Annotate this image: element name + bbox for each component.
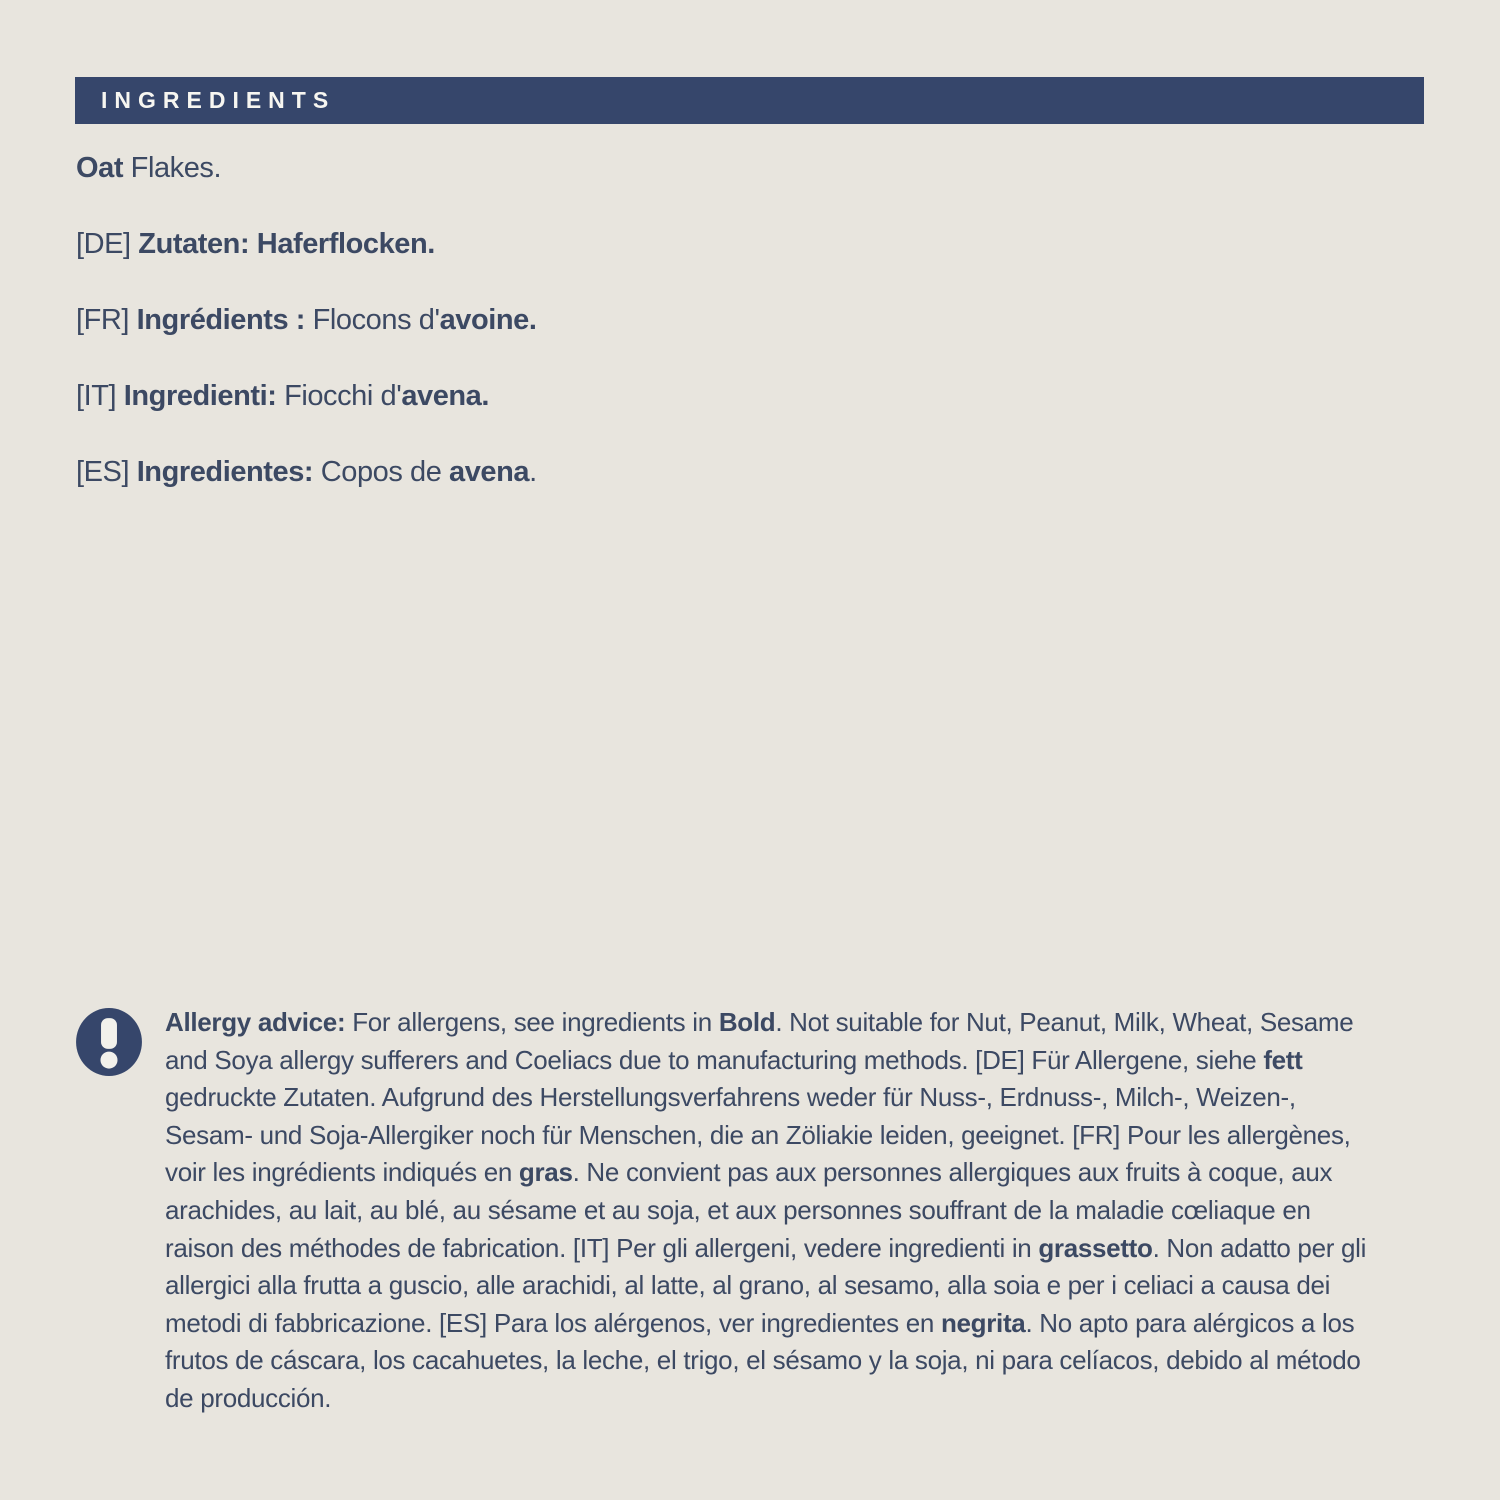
bold-text-segment: Zutaten: Haferflocken. xyxy=(138,228,435,260)
bold-text-segment: Oat xyxy=(76,152,124,184)
text-segment: For allergens, see ingredients in xyxy=(345,1007,719,1037)
text-segment: . xyxy=(529,456,537,488)
text-segment: . Ne convient pas aux personnes allergiques aux fruits à coque, aux arachides, au lait, au blé, au sésame et au soja, et aux personnes souffrant de la maladie cœliaque en raison des méthodes de fabrication. [IT] Per gli allergeni, vedere ingredienti in xyxy=(165,1157,1333,1263)
exclamation-icon xyxy=(75,1008,143,1076)
bold-text-segment: negrita xyxy=(940,1307,1026,1338)
allergy-text xyxy=(165,1004,1377,1418)
text-segment: Fiocchi d' xyxy=(276,380,402,412)
text-segment: [FR] xyxy=(76,304,137,336)
bold-text-segment: Ingredienti: xyxy=(123,380,277,412)
text-segment: . Not suitable for Nut, Peanut, Milk, Wheat, Sesame and Soya allergy sufferers and Coeliacs due to manufacturing methods. [DE] Für Allergene, siehe xyxy=(165,1007,1354,1075)
bold-text-segment: avena xyxy=(449,456,530,488)
text-segment: [DE] xyxy=(76,228,139,260)
text-segment: . No apto para alérgicos a los frutos de cáscara, los cacahuetes, la leche, el trigo, el sésamo y la soja, ni para celíacos, debido al método de producción. xyxy=(165,1307,1361,1413)
ingredients-title: INGREDIENTS xyxy=(101,87,336,113)
text-segment: Flakes. xyxy=(123,152,222,184)
ingredients-list xyxy=(76,152,537,532)
text-segment: [IT] xyxy=(76,380,124,412)
bold-text-segment: gras xyxy=(518,1157,573,1188)
text-segment: gedruckte Zutaten. Aufgrund des Herstellungsverfahrens weder für Nuss-, Erdnuss-, Milch-, Weizen-, Sesam- und Soja-Allergiker noch für Menschen, die an Zöliakie leiden, geeignet. [FR] Pour les allergènes, voir les ingrédients indiqués en xyxy=(165,1082,1351,1188)
ingredients-header-bar xyxy=(75,77,1424,124)
bold-text-segment: avena. xyxy=(401,380,489,412)
text-segment: Copos de xyxy=(313,456,450,488)
ingredient-line xyxy=(76,456,537,488)
ingredient-line xyxy=(76,380,537,412)
bold-text-segment: grassetto xyxy=(1038,1232,1153,1263)
bold-text-segment: Bold xyxy=(718,1007,776,1037)
text-segment: [ES] xyxy=(76,456,137,488)
bold-text-segment: Allergy advice: xyxy=(165,1007,346,1037)
bold-text-segment: fett xyxy=(1263,1044,1303,1075)
bold-text-segment: Ingrédients : xyxy=(136,304,306,336)
bold-text-segment: Ingredientes: xyxy=(136,456,314,488)
text-segment: Flocons d' xyxy=(305,304,440,336)
ingredient-line xyxy=(76,228,537,260)
ingredient-line xyxy=(76,152,537,184)
bold-text-segment: avoine. xyxy=(439,304,537,336)
text-segment: . Non adatto per gli allergici alla frutta a guscio, alle arachidi, al latte, al grano, al sesamo, alla soia e per i celiaci a causa dei metodi di fabbricazione. [ES] Para los alérgenos, ver ingredientes en xyxy=(165,1232,1367,1338)
ingredient-line xyxy=(76,304,537,336)
allergy-advice-section xyxy=(75,1004,1385,1418)
